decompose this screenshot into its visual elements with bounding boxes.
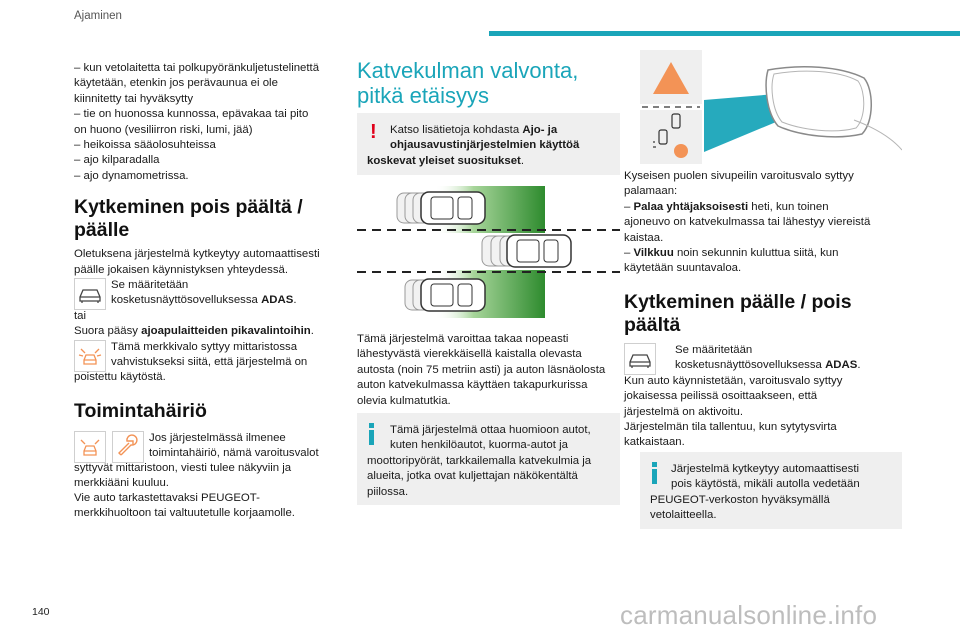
section-title-line: Katvekulman valvonta, <box>357 58 579 83</box>
blink-text: noin sekunnin kuluttua siitä, kun <box>673 247 839 260</box>
section-title: Ajaminen <box>74 10 122 22</box>
fault-text: merkkihuoltoon tai valtuutetulle korjaamolle. <box>74 506 295 519</box>
body-line: lähestyvästä vierekkäisellä kaistalla olevasta <box>357 348 582 361</box>
body-line: Tämä järjestelmä varoittaa takaa nopeasti <box>357 333 569 345</box>
car-bottom <box>421 279 485 311</box>
adas-bold: ADAS <box>261 294 294 307</box>
wrench-icon <box>112 431 144 463</box>
info-line: pois käytöstä, mikäli autolla vedetään <box>671 478 860 491</box>
adas-bold: ADAS <box>825 358 858 371</box>
adas-text-2: kosketusnäyttösovelluksessa ADAS. <box>675 358 861 371</box>
toggle-heading-line: Kytkeminen pois päältä / <box>74 196 303 219</box>
blind-spot-fault-icon <box>74 431 106 463</box>
car-middle <box>507 235 571 267</box>
blink-bold: Vilkkuu <box>633 247 674 260</box>
body-line: olevia kulmatutkia. <box>357 394 451 407</box>
intro-line: kiinnitetty tai hyväksytty <box>74 92 194 105</box>
info-line: Tämä järjestelmä ottaa huomioon autot, <box>390 424 591 436</box>
column-1 <box>74 61 346 523</box>
warn-box-bold: Ajo- ja <box>522 124 558 136</box>
toggle-text: jokaisessa peilissä osoittaakseen, että <box>624 390 818 403</box>
toggle-text: Oletuksena järjestelmä kytkeytyy automaattisesti <box>74 248 320 261</box>
intro-line: – kun vetolaitetta tai polkupyöränkuljetustelinettä <box>74 62 320 74</box>
info-line: PEUGEOT-verkoston hyväksymällä <box>650 493 830 506</box>
blink-line: – Vilkkuu noin sekunnin kuluttua siitä, kun <box>624 247 839 260</box>
page-number: 140 <box>32 606 50 618</box>
steady-text: ajoneuvo on katvekulmassa tai lähestyy viereistä <box>624 216 871 229</box>
mirror-line: palamaan: <box>624 185 678 198</box>
intro-line: käytetään, etenkin jos perävaunua ei ole <box>74 77 278 90</box>
car-top <box>421 192 485 224</box>
steady-text: heti, kun toinen <box>748 200 829 213</box>
car-icon <box>74 278 106 310</box>
blind-spot-warning-icon <box>74 340 106 372</box>
blink-text: käytetään suuntavaloa. <box>624 262 742 275</box>
fault-text: merkkiääni kuuluu. <box>74 476 169 489</box>
toggle-text: päälle jokaisen käynnistyksen yhteydessä. <box>74 263 289 276</box>
or-text: tai <box>74 310 87 323</box>
body-line: autosta (noin 75 metriin asti) ja auton läsnäolosta <box>357 363 606 376</box>
column-2 <box>357 58 620 108</box>
mirror-text <box>624 169 904 451</box>
info-line: moottoripyörät, tarkkailemalla katvekulmia ja <box>367 454 592 467</box>
intro-line: – tie on huonossa kunnossa, epävakaa tai pito <box>74 108 309 121</box>
info-line: alueita, jotka ovat kuljettajan näkökentältä <box>367 470 578 483</box>
info-icon <box>369 423 374 445</box>
toggle-text: järjestelmä on aktivoitu. <box>624 405 744 418</box>
blind-spot-illustration <box>357 186 620 320</box>
warn-box-bold: ohjausavustinjärjestelmien käyttöä <box>390 139 580 152</box>
mirror-line: Kyseisen puolen sivupeilin varoitusvalo syttyy <box>624 170 854 182</box>
header-accent-bar <box>489 31 960 36</box>
info-icon <box>652 462 657 484</box>
adas-text: Se määritetään <box>675 343 753 356</box>
warn-text: Tämä merkkivalo syttyy mittaristossa <box>111 340 298 353</box>
warn-text: poistettu käytöstä. <box>74 370 166 383</box>
section-title-line: pitkä etäisyys <box>357 83 490 108</box>
info-line: piilossa. <box>367 485 409 498</box>
watermark: carmanualsonline.info <box>620 600 878 630</box>
warn-box-bold: koskevat yleiset suositukset <box>367 154 521 167</box>
direct-access: Suora pääsy ajoapulaitteiden pikavalintoihin. <box>74 325 314 338</box>
warn-text: vahvistukseksi siitä, että järjestelmä on <box>111 355 308 368</box>
intro-line: – ajo kilparadalla <box>74 154 160 167</box>
adas-text-part: kosketusnäyttösovelluksessa <box>675 358 826 371</box>
warning-note-line-2 <box>367 138 610 153</box>
direct-text: Suora pääsy <box>74 325 142 338</box>
toggle-heading: päältä <box>624 313 681 336</box>
info-line: Järjestelmä kytkeytyy automaattisesti <box>671 463 860 475</box>
exclamation-icon: ! <box>370 121 377 143</box>
fault-text: toimintahäiriö, nämä varoitusvalot <box>149 446 319 459</box>
toggle-heading-line: päälle <box>74 219 130 242</box>
intro-line: – heikoissa sääolosuhteissa <box>74 139 216 152</box>
mirror-illustration <box>640 50 902 164</box>
warn-box-text: Katso lisätietoja kohdasta <box>390 124 523 136</box>
intro-line: on huono (vesiliirron riski, lumi, jää) <box>74 123 253 136</box>
toggle-text: katkaistaan. <box>624 436 685 449</box>
fault-text: Vie auto tarkastettavaksi PEUGEOT- <box>74 491 260 504</box>
fault-text: syttyvät mittaristoon, viesti tulee näkyviin ja <box>74 461 292 474</box>
direct-bold: ajoapulaitteiden pikavalintoihin <box>141 325 311 338</box>
steady-bold: Palaa yhtäjaksoisesti <box>633 200 749 213</box>
warning-note-line-3 <box>367 154 610 169</box>
intro-line: – ajo dynamometrissa. <box>74 169 189 182</box>
fault-text: Jos järjestelmässä ilmenee <box>149 431 286 444</box>
car-icon <box>624 343 656 375</box>
warning-note-box <box>357 113 620 175</box>
toggle-text: Järjestelmän tila tallentuu, kun sytytysvirta <box>624 421 837 434</box>
adas-text: Se määritetään <box>111 279 189 292</box>
body-text <box>357 332 620 409</box>
warning-note-line-1 <box>367 123 610 138</box>
info-line: kuten henkilöautot, kuorma-autot ja <box>390 439 568 452</box>
body-line: auton katvekulmassa käyttäen takapurkurissa <box>357 379 588 392</box>
info-note-box <box>357 413 620 505</box>
fault-heading: Toimintahäiriö <box>74 399 207 422</box>
steady-text: kaistaa. <box>624 231 664 244</box>
toggle-text: Kun auto käynnistetään, varoitusvalo syttyy <box>624 374 843 387</box>
steady-line: – Palaa yhtäjaksoisesti heti, kun toinen <box>624 200 829 213</box>
warn-box-text: . <box>520 154 525 167</box>
adas-text-part: kosketusnäyttösovelluksessa <box>111 294 262 307</box>
info-line: vetolaitteella. <box>650 509 717 522</box>
info-note-box-2 <box>640 452 902 529</box>
toggle-heading: Kytkeminen päälle / pois <box>624 290 852 313</box>
adas-text-2: kosketusnäyttösovelluksessa ADAS. <box>111 294 297 307</box>
